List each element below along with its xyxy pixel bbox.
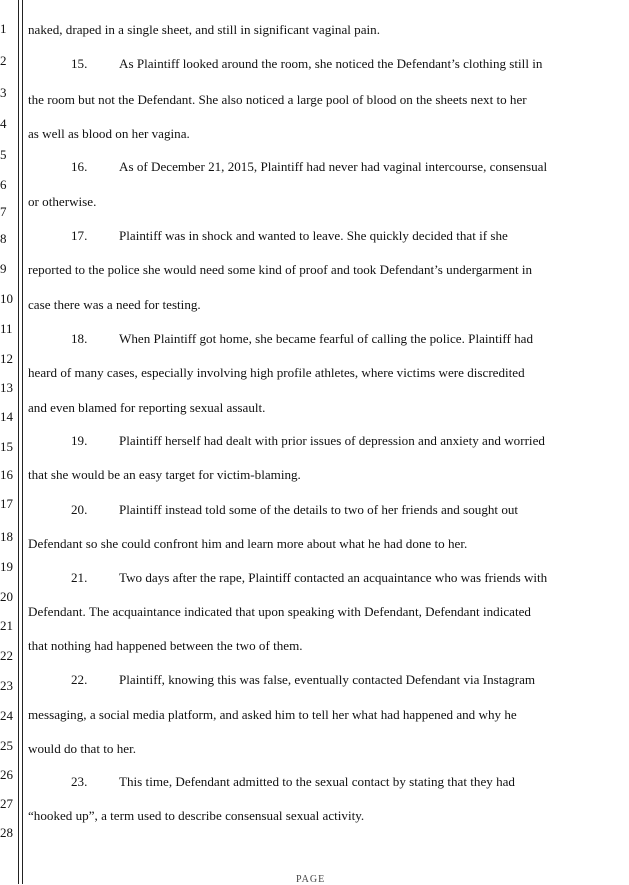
paragraph-text: This time, Defendant admitted to the sexual contact by stating that they had [119,774,515,789]
line-number: 28 [0,825,13,840]
paragraph-number: 21. [71,570,88,585]
paragraph-number: 22. [71,672,88,687]
paragraph-16-first-line [71,159,547,174]
body-line: reported to the police she would need some kind of proof and took Defendant’s undergarment in [28,262,533,277]
line-number: 15 [0,439,13,454]
body-line: or otherwise. [28,194,97,209]
line-number: 27 [0,796,13,811]
body-line: naked, draped in a single sheet, and still in significant vaginal pain. [28,22,380,37]
page-footer: PAGE [296,874,326,885]
body-line: case there was a need for testing. [28,297,201,312]
body-line: that she would be an easy target for victim-blaming. [28,467,301,482]
body-line: as well as blood on her vagina. [28,126,190,141]
line-number: 11 [0,321,13,336]
paragraph-number: 19. [71,433,88,448]
line-number: 7 [0,204,7,219]
line-number: 6 [0,177,7,192]
paragraph-text: Plaintiff, knowing this was false, eventually contacted Defendant via Instagram [119,672,536,687]
paragraph-19-first-line [71,433,545,448]
line-number: 12 [0,351,13,366]
paragraph-number: 18. [71,331,88,346]
line-number: 10 [0,291,13,306]
body-line: heard of many cases, especially involving high profile athletes, where victims were discredited [28,365,525,380]
paragraph-text: Plaintiff was in shock and wanted to leave. She quickly decided that if she [119,228,508,243]
line-number: 8 [0,231,7,246]
line-number: 26 [0,767,13,782]
body-line: that nothing had happened between the two of them. [28,638,303,653]
paragraph-15-first-line [71,56,542,71]
line-number: 9 [0,261,7,276]
line-number: 13 [0,380,13,395]
line-number: 19 [0,559,13,574]
line-number: 18 [0,529,13,544]
paragraph-text: When Plaintiff got home, she became fearful of calling the police. Plaintiff had [119,331,534,346]
paragraph-number: 16. [71,159,88,174]
line-number: 5 [0,147,7,162]
paragraph-21-first-line [71,570,547,585]
line-number: 25 [0,738,13,753]
margin-rule-left [18,0,19,884]
line-number: 16 [0,467,13,482]
paragraph-text: Plaintiff herself had dealt with prior issues of depression and anxiety and worried [119,433,545,448]
paragraph-20-first-line [71,502,518,517]
paragraph-18-first-line [71,331,533,346]
paragraph-text: As Plaintiff looked around the room, she noticed the Defendant’s clothing still in [119,56,543,71]
body-line: messaging, a social media platform, and asked him to tell her what had happened and why he [28,707,517,722]
line-number: 2 [0,53,7,68]
paragraph-23-first-line [71,774,515,789]
line-number: 21 [0,618,13,633]
paragraph-22-first-line [71,672,535,687]
line-number: 14 [0,409,13,424]
line-number: 4 [0,116,7,131]
paragraph-number: 23. [71,774,88,789]
body-line: and even blamed for reporting sexual assault. [28,400,266,415]
body-line: “hooked up”, a term used to describe consensual sexual activity. [28,808,365,823]
body-line: the room but not the Defendant. She also noticed a large pool of blood on the sheets next to her [28,92,527,107]
paragraph-17-first-line [71,228,508,243]
margin-rule-right [22,0,23,884]
line-number: 1 [0,21,7,36]
body-line: Defendant. The acquaintance indicated that upon speaking with Defendant, Defendant indicated [28,604,531,619]
paragraph-text: Two days after the rape, Plaintiff contacted an acquaintance who was friends with [119,570,548,585]
paragraph-number: 15. [71,56,88,71]
line-number: 23 [0,678,13,693]
line-number: 24 [0,708,13,723]
body-line: Defendant so she could confront him and learn more about what he had done to her. [28,536,468,551]
body-line: would do that to her. [28,741,137,756]
paragraph-text: As of December 21, 2015, Plaintiff had never had vaginal intercourse, consensual [119,159,548,174]
line-number: 20 [0,589,13,604]
paragraph-number: 20. [71,502,88,517]
line-number: 3 [0,85,7,100]
paragraph-text: Plaintiff instead told some of the details to two of her friends and sought out [119,502,519,517]
paragraph-number: 17. [71,228,88,243]
line-number: 17 [0,496,13,511]
line-number: 22 [0,648,13,663]
